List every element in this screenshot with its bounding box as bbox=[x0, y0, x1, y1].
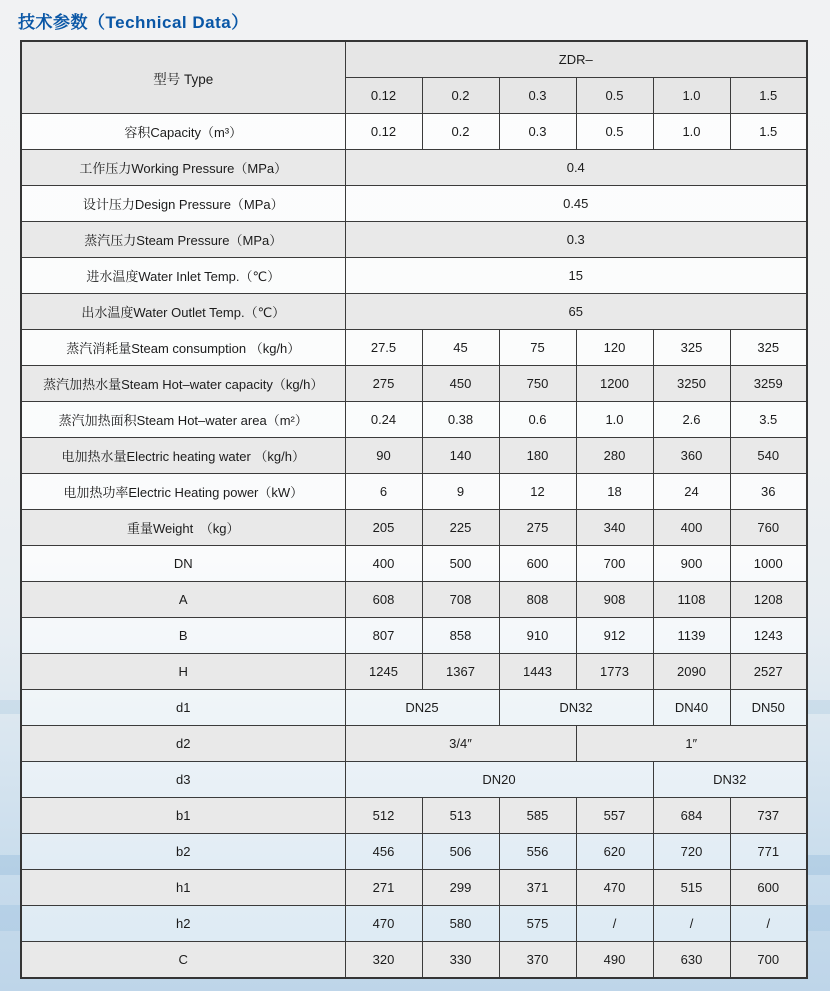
value-cell: 320 bbox=[345, 942, 422, 979]
value-cell: 1.5 bbox=[730, 114, 807, 150]
row-label: b2 bbox=[21, 834, 345, 870]
value-cell: 275 bbox=[499, 510, 576, 546]
value-cell: 1208 bbox=[730, 582, 807, 618]
value-cell: 1773 bbox=[576, 654, 653, 690]
value-cell: 608 bbox=[345, 582, 422, 618]
value-cell: 75 bbox=[499, 330, 576, 366]
value-cell: 700 bbox=[576, 546, 653, 582]
value-cell: 1367 bbox=[422, 654, 499, 690]
value-cell: 684 bbox=[653, 798, 730, 834]
value-cell: 1.0 bbox=[653, 114, 730, 150]
value-cell: 540 bbox=[730, 438, 807, 474]
value-cell: 1245 bbox=[345, 654, 422, 690]
value-cell: 470 bbox=[345, 906, 422, 942]
value-cell: / bbox=[576, 906, 653, 942]
value-cell: 330 bbox=[422, 942, 499, 979]
value-cell: 36 bbox=[730, 474, 807, 510]
value-cell: 370 bbox=[499, 942, 576, 979]
table-row bbox=[21, 294, 807, 330]
value-cell: 2.6 bbox=[653, 402, 730, 438]
value-cell: 0.12 bbox=[345, 114, 422, 150]
row-label: 蒸汽加热面积Steam Hot–water area（m²） bbox=[21, 402, 345, 438]
value-cell: 807 bbox=[345, 618, 422, 654]
table-row bbox=[21, 654, 807, 690]
value-cell: 90 bbox=[345, 438, 422, 474]
table-row bbox=[21, 906, 807, 942]
row-label: C bbox=[21, 942, 345, 979]
value-cell: 556 bbox=[499, 834, 576, 870]
value-cell: 912 bbox=[576, 618, 653, 654]
value-cell: 858 bbox=[422, 618, 499, 654]
value-cell: 0.45 bbox=[345, 186, 807, 222]
value-cell: 513 bbox=[422, 798, 499, 834]
row-label: 工作压力Working Pressure（MPa） bbox=[21, 150, 345, 186]
value-cell: 400 bbox=[653, 510, 730, 546]
row-label: B bbox=[21, 618, 345, 654]
value-cell: 500 bbox=[422, 546, 499, 582]
table-row bbox=[21, 474, 807, 510]
section-title: 技术参数（Technical Data） bbox=[18, 13, 249, 32]
table-row bbox=[21, 546, 807, 582]
row-label: h2 bbox=[21, 906, 345, 942]
value-cell: 12 bbox=[499, 474, 576, 510]
value-cell: 1108 bbox=[653, 582, 730, 618]
value-cell: 708 bbox=[422, 582, 499, 618]
value-cell: 15 bbox=[345, 258, 807, 294]
value-cell: 771 bbox=[730, 834, 807, 870]
table-row bbox=[21, 402, 807, 438]
value-cell: 3259 bbox=[730, 366, 807, 402]
value-cell: 27.5 bbox=[345, 330, 422, 366]
row-label: b1 bbox=[21, 798, 345, 834]
row-label: A bbox=[21, 582, 345, 618]
value-cell: 1000 bbox=[730, 546, 807, 582]
value-cell: 360 bbox=[653, 438, 730, 474]
row-label: d1 bbox=[21, 690, 345, 726]
value-cell: 280 bbox=[576, 438, 653, 474]
value-cell: 0.3 bbox=[345, 222, 807, 258]
row-label: DN bbox=[21, 546, 345, 582]
table-row bbox=[21, 222, 807, 258]
value-cell: 575 bbox=[499, 906, 576, 942]
value-cell: 700 bbox=[730, 942, 807, 979]
model-header-cell: 0.12 bbox=[345, 78, 422, 114]
value-cell: 371 bbox=[499, 870, 576, 906]
value-cell: 760 bbox=[730, 510, 807, 546]
value-cell: 225 bbox=[422, 510, 499, 546]
value-cell: 275 bbox=[345, 366, 422, 402]
table-row bbox=[21, 114, 807, 150]
value-cell: DN40 bbox=[653, 690, 730, 726]
series-header-row bbox=[21, 41, 807, 78]
table-row bbox=[21, 762, 807, 798]
series-header-cell: ZDR– bbox=[345, 41, 807, 78]
value-cell: 1200 bbox=[576, 366, 653, 402]
value-cell: 490 bbox=[576, 942, 653, 979]
value-cell: 205 bbox=[345, 510, 422, 546]
row-label: 蒸汽消耗量Steam consumption （kg/h） bbox=[21, 330, 345, 366]
row-label: 电加热功率Electric Heating power（kW） bbox=[21, 474, 345, 510]
value-cell: 325 bbox=[730, 330, 807, 366]
value-cell: 908 bbox=[576, 582, 653, 618]
value-cell: 585 bbox=[499, 798, 576, 834]
value-cell: DN32 bbox=[653, 762, 807, 798]
value-cell: 0.4 bbox=[345, 150, 807, 186]
model-header-cell: 0.3 bbox=[499, 78, 576, 114]
value-cell: 600 bbox=[730, 870, 807, 906]
row-label: 设计压力Design Pressure（MPa） bbox=[21, 186, 345, 222]
value-cell: 910 bbox=[499, 618, 576, 654]
value-cell: 1243 bbox=[730, 618, 807, 654]
value-cell: DN20 bbox=[345, 762, 653, 798]
value-cell: 720 bbox=[653, 834, 730, 870]
value-cell: 0.24 bbox=[345, 402, 422, 438]
value-cell: 2527 bbox=[730, 654, 807, 690]
value-cell: 180 bbox=[499, 438, 576, 474]
table-row bbox=[21, 366, 807, 402]
row-label: h1 bbox=[21, 870, 345, 906]
row-label: 进水温度Water Inlet Temp.（℃） bbox=[21, 258, 345, 294]
value-cell: 120 bbox=[576, 330, 653, 366]
table-row bbox=[21, 726, 807, 762]
model-header-cell: 1.0 bbox=[653, 78, 730, 114]
value-cell: 450 bbox=[422, 366, 499, 402]
value-cell: 0.2 bbox=[422, 114, 499, 150]
row-label: 容积Capacity（m³） bbox=[21, 114, 345, 150]
value-cell: 340 bbox=[576, 510, 653, 546]
value-cell: 140 bbox=[422, 438, 499, 474]
value-cell: 456 bbox=[345, 834, 422, 870]
technical-data-table bbox=[20, 40, 808, 979]
table-row bbox=[21, 330, 807, 366]
value-cell: 1443 bbox=[499, 654, 576, 690]
table-row bbox=[21, 870, 807, 906]
model-header-cell: 0.5 bbox=[576, 78, 653, 114]
table-row bbox=[21, 186, 807, 222]
table-row bbox=[21, 510, 807, 546]
value-cell: 3.5 bbox=[730, 402, 807, 438]
table-row bbox=[21, 438, 807, 474]
table-row bbox=[21, 690, 807, 726]
value-cell: 512 bbox=[345, 798, 422, 834]
value-cell: / bbox=[730, 906, 807, 942]
value-cell: 0.38 bbox=[422, 402, 499, 438]
value-cell: 299 bbox=[422, 870, 499, 906]
value-cell: 400 bbox=[345, 546, 422, 582]
value-cell: 1″ bbox=[576, 726, 807, 762]
row-label: d2 bbox=[21, 726, 345, 762]
value-cell: 750 bbox=[499, 366, 576, 402]
value-cell: 737 bbox=[730, 798, 807, 834]
value-cell: 557 bbox=[576, 798, 653, 834]
value-cell: 600 bbox=[499, 546, 576, 582]
value-cell: 271 bbox=[345, 870, 422, 906]
value-cell: 0.3 bbox=[499, 114, 576, 150]
value-cell: 506 bbox=[422, 834, 499, 870]
value-cell: 1139 bbox=[653, 618, 730, 654]
value-cell: 6 bbox=[345, 474, 422, 510]
value-cell: 630 bbox=[653, 942, 730, 979]
value-cell: 18 bbox=[576, 474, 653, 510]
row-label: 出水温度Water Outlet Temp.（℃） bbox=[21, 294, 345, 330]
row-label: 蒸汽加热水量Steam Hot–water capacity（kg/h） bbox=[21, 366, 345, 402]
value-cell: 3250 bbox=[653, 366, 730, 402]
value-cell: 0.6 bbox=[499, 402, 576, 438]
table-row bbox=[21, 834, 807, 870]
value-cell: 0.5 bbox=[576, 114, 653, 150]
value-cell: 45 bbox=[422, 330, 499, 366]
value-cell: 2090 bbox=[653, 654, 730, 690]
value-cell: 808 bbox=[499, 582, 576, 618]
row-label: 蒸汽压力Steam Pressure（MPa） bbox=[21, 222, 345, 258]
table-body bbox=[21, 114, 807, 979]
row-label: d3 bbox=[21, 762, 345, 798]
value-cell: 325 bbox=[653, 330, 730, 366]
value-cell: DN50 bbox=[730, 690, 807, 726]
value-cell: 580 bbox=[422, 906, 499, 942]
value-cell: 3/4″ bbox=[345, 726, 576, 762]
value-cell: 620 bbox=[576, 834, 653, 870]
table-row bbox=[21, 618, 807, 654]
value-cell: 9 bbox=[422, 474, 499, 510]
row-label: 电加热水量Electric heating water （kg/h） bbox=[21, 438, 345, 474]
value-cell: 900 bbox=[653, 546, 730, 582]
value-cell: 65 bbox=[345, 294, 807, 330]
table-row bbox=[21, 582, 807, 618]
table-row bbox=[21, 150, 807, 186]
value-cell: DN32 bbox=[499, 690, 653, 726]
value-cell: 24 bbox=[653, 474, 730, 510]
model-header-cell: 1.5 bbox=[730, 78, 807, 114]
table-row bbox=[21, 942, 807, 979]
value-cell: / bbox=[653, 906, 730, 942]
type-header-cell: 型号 Type bbox=[21, 41, 345, 114]
model-header-cell: 0.2 bbox=[422, 78, 499, 114]
value-cell: 470 bbox=[576, 870, 653, 906]
row-label: H bbox=[21, 654, 345, 690]
value-cell: DN25 bbox=[345, 690, 499, 726]
row-label: 重量Weight （kg） bbox=[21, 510, 345, 546]
table-row bbox=[21, 798, 807, 834]
value-cell: 515 bbox=[653, 870, 730, 906]
value-cell: 1.0 bbox=[576, 402, 653, 438]
table-row bbox=[21, 258, 807, 294]
